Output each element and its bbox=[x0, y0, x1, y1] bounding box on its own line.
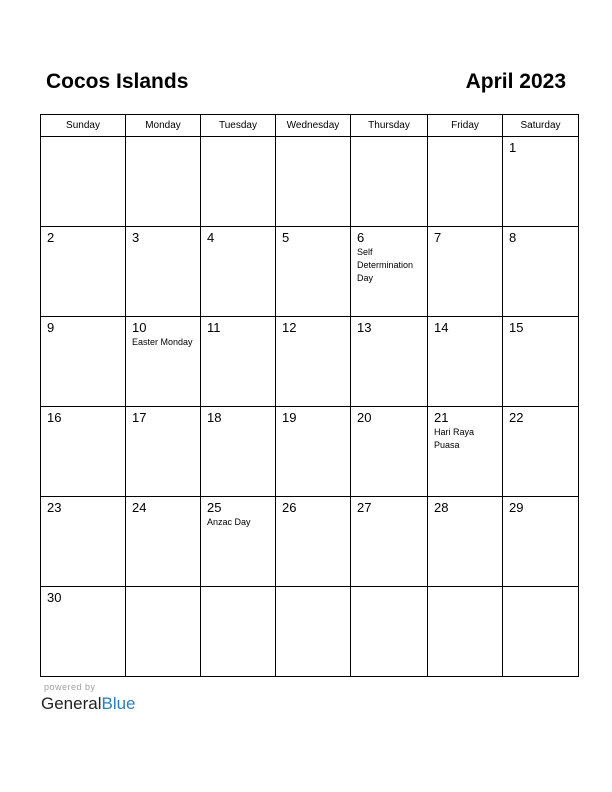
day-cell-content bbox=[126, 137, 200, 143]
day-cell bbox=[126, 227, 201, 317]
week-row bbox=[41, 317, 579, 407]
day-number: 20 bbox=[357, 410, 372, 425]
day-cell bbox=[428, 137, 503, 227]
day-cell-content bbox=[276, 317, 350, 338]
day-cell bbox=[201, 317, 276, 407]
day-number: 17 bbox=[132, 410, 147, 425]
day-cell-content bbox=[41, 137, 125, 143]
day-number: 8 bbox=[509, 230, 517, 245]
day-cell-content bbox=[428, 137, 502, 143]
day-cell-content bbox=[201, 227, 275, 248]
day-cell bbox=[428, 227, 503, 317]
day-cell-content bbox=[503, 407, 578, 428]
day-cell bbox=[503, 587, 579, 677]
weekday-friday: Friday bbox=[428, 115, 503, 137]
day-cell-content bbox=[201, 407, 275, 428]
day-cell-content bbox=[428, 227, 502, 248]
day-number: 3 bbox=[132, 230, 140, 245]
day-number: 14 bbox=[434, 320, 449, 335]
day-cell-content bbox=[428, 407, 502, 455]
holiday-label: Easter Monday bbox=[132, 337, 193, 347]
day-cell-content bbox=[201, 137, 275, 143]
day-cell-content bbox=[276, 497, 350, 518]
day-cell-content bbox=[126, 497, 200, 518]
week-row bbox=[41, 407, 579, 497]
day-cell-content bbox=[41, 227, 125, 248]
day-cell-content bbox=[351, 407, 427, 428]
calendar-header bbox=[40, 70, 573, 100]
weekday-wednesday: Wednesday bbox=[276, 115, 351, 137]
day-cell-content bbox=[41, 317, 125, 338]
day-cell-content bbox=[503, 137, 578, 158]
week-row bbox=[41, 137, 579, 227]
month-title: April 2023 bbox=[465, 70, 566, 93]
day-cell bbox=[41, 497, 126, 587]
day-cell-content bbox=[503, 497, 578, 518]
weekday-tuesday: Tuesday bbox=[201, 115, 276, 137]
day-cell-content bbox=[126, 227, 200, 248]
day-number: 6 bbox=[357, 230, 365, 245]
day-number: 21 bbox=[434, 410, 449, 425]
day-cell bbox=[126, 497, 201, 587]
region-title: Cocos Islands bbox=[46, 70, 189, 93]
day-cell bbox=[351, 227, 428, 317]
day-cell bbox=[503, 137, 579, 227]
day-number: 24 bbox=[132, 500, 147, 515]
day-cell-content bbox=[201, 587, 275, 593]
day-cell-content bbox=[201, 497, 275, 532]
week-row bbox=[41, 227, 579, 317]
day-number: 10 bbox=[132, 320, 147, 335]
day-number: 19 bbox=[282, 410, 297, 425]
day-number: 26 bbox=[282, 500, 297, 515]
day-number: 2 bbox=[47, 230, 55, 245]
day-cell bbox=[276, 227, 351, 317]
day-cell bbox=[41, 137, 126, 227]
day-cell-content bbox=[276, 587, 350, 593]
day-cell bbox=[351, 317, 428, 407]
weekday-header-row bbox=[41, 115, 579, 137]
day-cell bbox=[351, 407, 428, 497]
day-cell-content bbox=[41, 407, 125, 428]
weekday-sunday: Sunday bbox=[41, 115, 126, 137]
day-cell-content bbox=[126, 587, 200, 593]
day-cell-content bbox=[276, 407, 350, 428]
day-cell bbox=[126, 317, 201, 407]
weekday-thursday: Thursday bbox=[351, 115, 428, 137]
day-cell bbox=[201, 587, 276, 677]
powered-by-label: powered by bbox=[44, 682, 96, 692]
day-cell bbox=[351, 587, 428, 677]
day-number: 30 bbox=[47, 590, 62, 605]
day-cell bbox=[276, 137, 351, 227]
day-cell-content bbox=[351, 587, 427, 593]
generalblue-logo[interactable] bbox=[41, 694, 136, 714]
day-cell-content bbox=[351, 137, 427, 143]
day-number: 1 bbox=[509, 140, 517, 155]
day-cell bbox=[201, 227, 276, 317]
day-cell bbox=[351, 497, 428, 587]
week-row bbox=[41, 497, 579, 587]
day-cell bbox=[126, 137, 201, 227]
day-cell-content bbox=[351, 497, 427, 518]
day-number: 29 bbox=[509, 500, 524, 515]
brand-general-text: General bbox=[41, 694, 102, 713]
calendar-grid bbox=[40, 114, 579, 677]
day-cell bbox=[41, 587, 126, 677]
day-cell bbox=[503, 497, 579, 587]
day-number: 13 bbox=[357, 320, 372, 335]
day-number: 9 bbox=[47, 320, 55, 335]
day-cell bbox=[503, 407, 579, 497]
day-number: 23 bbox=[47, 500, 62, 515]
day-cell-content bbox=[428, 317, 502, 338]
day-number: 11 bbox=[207, 320, 221, 335]
day-cell bbox=[428, 497, 503, 587]
holiday-label: Self Determination Day bbox=[357, 247, 414, 283]
day-cell bbox=[276, 497, 351, 587]
day-cell-content bbox=[351, 227, 427, 288]
holiday-label: Anzac Day bbox=[207, 517, 251, 527]
day-cell-content bbox=[428, 497, 502, 518]
day-cell bbox=[428, 317, 503, 407]
day-number: 16 bbox=[47, 410, 62, 425]
holiday-label: Hari Raya Puasa bbox=[434, 427, 475, 450]
day-cell-content bbox=[41, 497, 125, 518]
day-cell bbox=[351, 137, 428, 227]
day-cell-content bbox=[351, 317, 427, 338]
week-row bbox=[41, 587, 579, 677]
day-cell bbox=[41, 317, 126, 407]
day-cell bbox=[428, 587, 503, 677]
day-cell bbox=[126, 587, 201, 677]
day-cell bbox=[41, 227, 126, 317]
day-number: 5 bbox=[282, 230, 290, 245]
day-cell-content bbox=[41, 587, 125, 608]
day-number: 28 bbox=[434, 500, 449, 515]
weekday-saturday: Saturday bbox=[503, 115, 579, 137]
day-number: 4 bbox=[207, 230, 215, 245]
day-cell bbox=[201, 137, 276, 227]
day-cell bbox=[201, 497, 276, 587]
day-cell-content bbox=[201, 317, 275, 338]
day-number: 22 bbox=[509, 410, 524, 425]
day-number: 27 bbox=[357, 500, 372, 515]
day-cell bbox=[428, 407, 503, 497]
day-cell-content bbox=[276, 137, 350, 143]
weekday-monday: Monday bbox=[126, 115, 201, 137]
day-cell-content bbox=[126, 407, 200, 428]
day-number: 15 bbox=[509, 320, 524, 335]
day-cell bbox=[503, 227, 579, 317]
day-cell bbox=[41, 407, 126, 497]
day-number: 7 bbox=[434, 230, 442, 245]
day-cell-content bbox=[428, 587, 502, 593]
day-cell bbox=[126, 407, 201, 497]
day-number: 18 bbox=[207, 410, 222, 425]
day-cell-content bbox=[126, 317, 200, 352]
day-number: 25 bbox=[207, 500, 222, 515]
day-cell bbox=[503, 317, 579, 407]
day-number: 12 bbox=[282, 320, 297, 335]
day-cell bbox=[201, 407, 276, 497]
day-cell bbox=[276, 407, 351, 497]
day-cell bbox=[276, 587, 351, 677]
day-cell bbox=[276, 317, 351, 407]
brand-blue-text: Blue bbox=[101, 694, 136, 713]
day-cell-content bbox=[503, 317, 578, 338]
day-cell-content bbox=[503, 587, 578, 593]
day-cell-content bbox=[503, 227, 578, 248]
day-cell-content bbox=[276, 227, 350, 248]
